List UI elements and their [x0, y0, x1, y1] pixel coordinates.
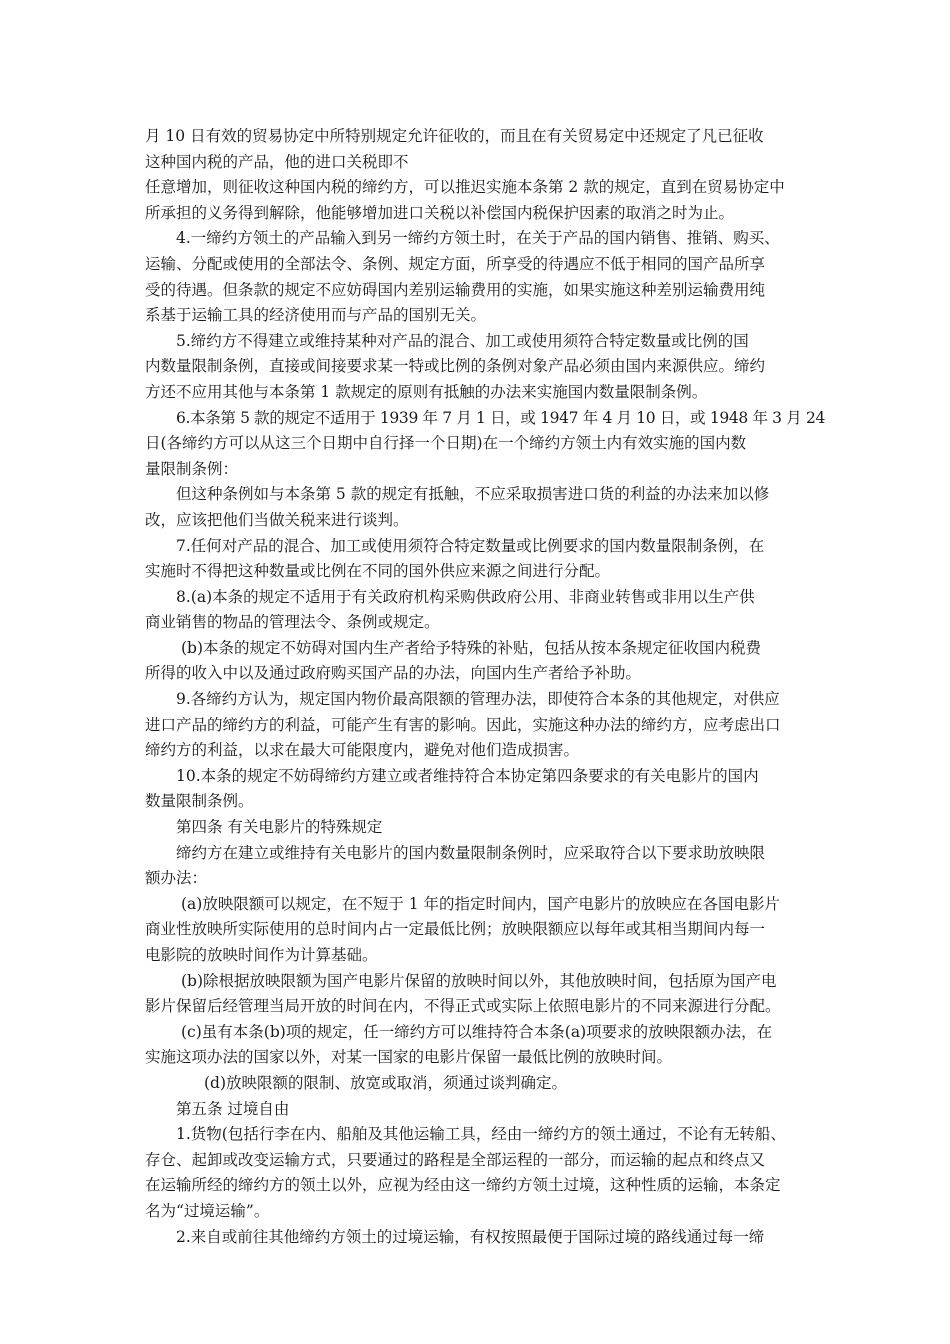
text-line: 实施这项办法的国家以外，对某一国家的电影片保留一最低比例的放映时间。 — [145, 1048, 673, 1067]
text-line: 受的待遇。但条款的规定不应妨碍国内差别运输费用的实施，如果实施这种差别运输费用纯 — [145, 280, 766, 299]
text-line: (c)虽有本条(b)项的规定，任一缔约方可以维持符合本条(a)项要求的放映限额办法，在 — [181, 1022, 773, 1041]
text-line: 缔约方的利益，以求在最大可能限度内，避免对他们造成损害。 — [145, 741, 580, 760]
text-line: 存仓、起卸或改变运输方式，只要通过的路程是全部运程的一部分，而运输的起点和终点又 — [145, 1150, 766, 1169]
text-line: 电影院的放映时间作为计算基础。 — [145, 946, 378, 964]
text-line: (b)除根据放映限额为国产电影片保留的放映时间以外，其他放映时间，包括原为国产电 — [181, 971, 777, 990]
text-line: 方还不应用其他与本条第 1 款规定的原则有抵触的办法来实施国内数量限制条例。 — [145, 382, 708, 401]
text-line: 8.(a)本条的规定不适用于有关政府机构采购供政府公用、非商业转售或非用以生产供 — [176, 587, 755, 606]
text-line: 实施时不得把这种数量或比例在不同的国外供应来源之间进行分配。 — [145, 562, 611, 581]
text-line: 第四条 有关电影片的特殊规定 — [176, 818, 383, 837]
text-line: 商业销售的物品的管理法令、条例或规定。 — [145, 613, 440, 632]
text-line: 任意增加，则征收这种国内税的缔约方，可以推迟实施本条第 2 款的规定，直到在贸易协定中 — [145, 178, 785, 197]
text-line: 额办法： — [145, 869, 208, 888]
text-line: 影片保留后经管理当局开放的时间在内，不得正式或实际上依照电影片的不同来源进行分配。 — [145, 997, 781, 1016]
text-line: 内数量限制条例，直接或间接要求某一特或比例的条例对象产品必须由国内来源供应。缔约 — [145, 357, 766, 376]
text-line: 运输、分配或使用的全部法令、条例、规定方面，所享受的待遇应不低于相同的国产品所享 — [145, 254, 766, 273]
text-line: (b)本条的规定不妨碍对国内生产者给予特殊的补贴，包括从按本条规定征收国内税费 — [181, 638, 762, 657]
text-line: 日(各缔约方可以从这三个日期中自行择一个日期)在一个缔约方领土内有效实施的国内数 — [145, 434, 747, 453]
text-line: 进口产品的缔约方的利益，可能产生有害的影响。因此，实施这种办法的缔约方，应考虑出口 — [145, 715, 781, 734]
text-line: 所承担的义务得到解除，他能够增加进口关税以补偿国内税保护因素的取消之时为止。 — [145, 203, 735, 222]
text-line: 量限制条例： — [145, 459, 239, 478]
text-line: 在运输所经的缔约方的领土以外，应视为经由这一缔约方领土过境，这种性质的运输，本条定 — [145, 1176, 781, 1195]
text-line: 7.任何对产品的混合、加工或使用须符合特定数量或比例要求的国内数量限制条例，在 — [176, 536, 765, 555]
text-line: 1.货物(包括行李在内、船舶及其他运输工具，经由一缔约方的领土通过，不论有无转船、 — [176, 1125, 786, 1144]
text-line: 4.一缔约方领土的产品输入到另一缔约方领土时，在关于产品的国内销售、推销、购买、 — [176, 229, 780, 248]
text-line: 5.缔约方不得建立或维持某种对产品的混合、加工或使用须符合特定数量或比例的国 — [176, 331, 749, 350]
text-line: (d)放映限额的限制、放宽或取消，须通过谈判确定。 — [204, 1073, 568, 1092]
document-page — [145, 124, 825, 1250]
text-line: 所得的收入中以及通过政府购买国产品的办法，向国内生产者给予补助。 — [145, 664, 642, 683]
text-line: 名为“过境运输”。 — [145, 1201, 270, 1220]
text-line: (a)放映限额可以规定，在不短于 1 年的指定时间内，国产电影片的放映应在各国电影片 — [181, 894, 781, 913]
text-line: 月 10 日有效的贸易协定中所特别规定允许征收的，而且在有关贸易定中还规定了凡已征收 — [145, 127, 764, 145]
text-line: 改，应该把他们当做关税来进行谈判。 — [145, 510, 409, 529]
text-line: 但这种条例如与本条第 5 款的规定有抵触，不应采取损害进口货的利益的办法来加以修 — [176, 485, 770, 504]
text-line: 2.来自或前往其他缔约方领土的过境运输，有权按照最便于国际过境的路线通过每一缔 — [176, 1227, 765, 1246]
text-line: 数量限制条例。 — [145, 792, 254, 811]
text-line: 缔约方在建立或维持有关电影片的国内数量限制条例时，应采取符合以下要求助放映限 — [176, 843, 766, 862]
text-line: 第五条 过境自由 — [176, 1099, 290, 1118]
text-line: 6.本条第 5 款的规定不适用于 1939 年 7 月 1 日，或 1947 年 4 月 10 日，或 1948 年 3 月 24 — [176, 408, 825, 427]
text-line: 商业性放映所实际使用的总时间内占一定最低比例；放映限额应以每年或其相当期间内每一 — [145, 920, 766, 939]
text-line: 10.本条的规定不妨碍缔约方建立或者维持符合本协定第四条要求的有关电影片的国内 — [176, 766, 759, 785]
text-line: 系基于运输工具的经济使用而与产品的国别无关。 — [145, 306, 487, 325]
text-line: 这种国内税的产品，他的进口关税即不 — [145, 152, 409, 171]
text-line: 9.各缔约方认为，规定国内物价最高限额的管理办法，即使符合本条的其他规定，对供应 — [176, 690, 780, 709]
